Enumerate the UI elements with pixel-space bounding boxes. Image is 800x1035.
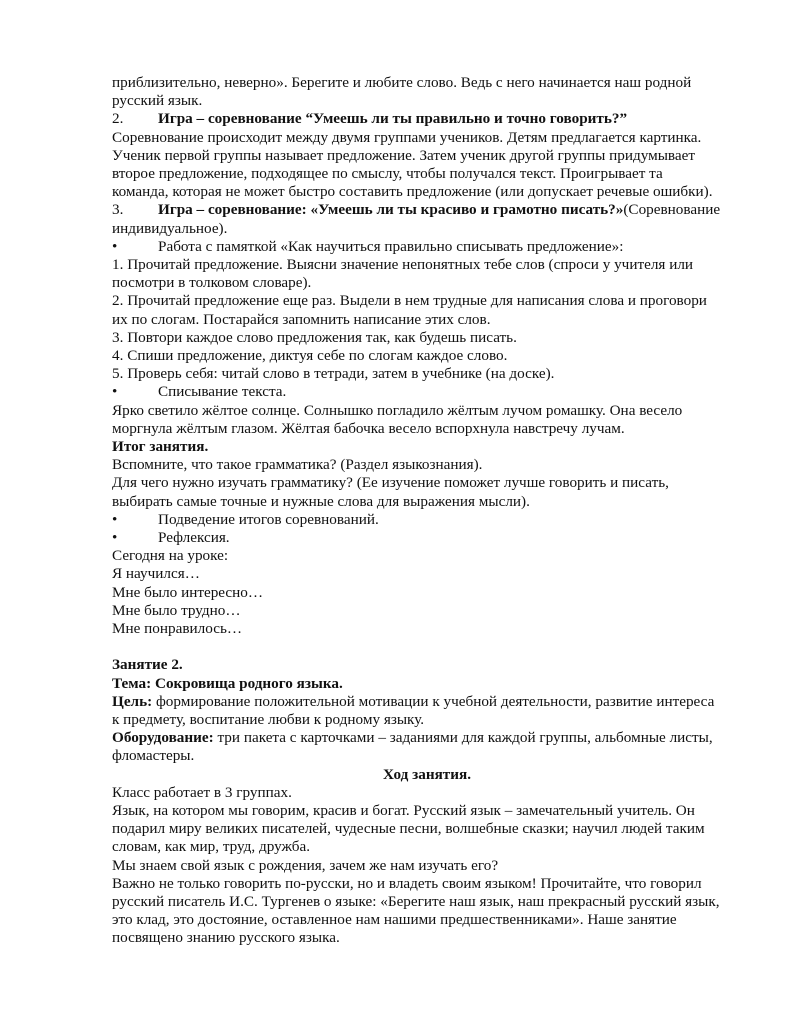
text-line: Ученик первой группы называет предложение. Затем ученик другой группы придумывает [112,146,696,164]
text-line: русский писатель И.С. Тургенев о языке: «Берегите наш язык, наш прекрасный русский язык, [112,892,720,910]
bullet-item [112,511,742,529]
document-page [112,74,742,948]
equipment-line [112,729,742,747]
text-line: Для чего нужно изучать грамматику? (Ее изучение поможет лучше говорить и писать, [112,474,669,492]
bullet-item [112,383,742,401]
goal-label: Цель: [112,692,153,710]
text-line: индивидуальное). [112,219,228,237]
topic-heading: Тема: Сокровища родного языка. [112,674,343,692]
lesson-heading: Занятие 2. [112,656,183,674]
bullet-icon: • [112,529,118,547]
text-line: фломастеры. [112,747,195,765]
text-line: их по слогам. Постарайся запомнить написание этих слов. [112,310,491,328]
text-line: к предмету, воспитание любви к родному языку. [112,710,425,728]
bullet-icon: • [112,237,118,255]
text-line: второе предложение, подходящее по смыслу, чтобы получался текст. Проигрывает та [112,165,663,183]
text-line: Класс работает в 3 группах. [112,783,292,801]
bullet-item [112,238,742,256]
text-line: Вспомните, что такое грамматика? (Раздел языкознания). [112,456,483,474]
text-line: подарил миру великих писателей, чудесные песни, волшебные сказки; научил людей таким [112,820,705,838]
item-number: 3. [112,201,124,219]
text-line: Сегодня на уроке: [112,547,229,565]
equipment-text: три пакета с карточками – заданиями для каждой группы, альбомные листы, [213,729,713,747]
text-line: 5. Проверь себя: читай слово в тетради, затем в учебнике (на доске). [112,365,555,383]
bullet-text: Подведение итогов соревнований. [158,510,379,528]
text-line: приблизительно, неверно». Берегите и любите слово. Ведь с него начинается наш родной [112,74,692,91]
bullet-icon: • [112,510,118,528]
item-number: 2. [112,110,124,128]
item-rest: (Соревнование [623,201,721,219]
text-line: Важно не только говорить по-русски, но и владеть своим языком! Прочитайте, что говорил [112,874,702,892]
goal-line [112,693,742,711]
text-line: 4. Спиши предложение, диктуя себе по слогам каждое слово. [112,347,508,365]
numbered-heading-3 [112,201,742,219]
text-line: посвящено знанию русского языка. [112,929,340,947]
bullet-text: Рефлексия. [158,529,230,547]
goal-text: формирование положительной мотивации к учебной деятельности, развитие интереса [152,692,715,710]
text-line: 3. Повтори каждое слово предложения так, как будешь писать. [112,328,517,346]
bullet-text: Списывание текста. [158,383,287,401]
text-line: Язык, на котором мы говорим, красив и богат. Русский язык – замечательный учитель. Он [112,801,695,819]
item-title: Игра – соревнование “Умеешь ли ты правильно и точно говорить?” [158,110,628,128]
section-heading: Итог занятия. [112,438,209,456]
text-line: Мне было трудно… [112,601,241,619]
text-line: 2. Прочитай предложение еще раз. Выдели в нем трудные для написания слова и проговори [112,292,707,310]
blank-line [112,638,742,656]
text-line: русский язык. [112,92,203,110]
text-line: выбирать самые точные и нужные слова для выражения мысли). [112,492,530,510]
bullet-text: Работа с памяткой «Как научиться правильно списывать предложение»: [158,237,624,255]
text-line: Мы знаем свой язык с рождения, зачем же нам изучать его? [112,856,499,874]
text-line: 1. Прочитай предложение. Выясни значение непонятных тебе слов (спроси у учителя или [112,256,694,274]
item-title: Игра – соревнование: «Умеешь ли ты красиво и грамотно писать?» [158,201,624,219]
bullet-icon: • [112,383,118,401]
text-line: моргнула жёлтым глазом. Жёлтая бабочка весело вспорхнула навстречу лучам. [112,419,625,437]
text-line: Соревнование происходит между двумя группами учеников. Детям предлагается картинка. [112,128,702,146]
text-line: Я научился… [112,565,200,583]
text-line: Мне понравилось… [112,620,243,638]
text-line: Ярко светило жёлтое солнце. Солнышко погладило жёлтым лучом ромашку. Она весело [112,401,683,419]
text-line: словам, как мир, труд, дружба. [112,838,311,856]
equipment-label: Оборудование: [112,729,214,747]
text-line: команда, которая не может быстро составить предложение (или допускает речевые ошибки). [112,183,713,201]
numbered-heading-2 [112,110,742,128]
text-line: посмотри в толковом словаре). [112,274,312,292]
text-line: Мне было интересно… [112,583,264,601]
bullet-item [112,529,742,547]
text-line: это клад, это достояние, оставленное нам нашими предшественниками». Наше занятие [112,911,677,929]
lesson-progress-heading: Ход занятия. [382,765,472,783]
